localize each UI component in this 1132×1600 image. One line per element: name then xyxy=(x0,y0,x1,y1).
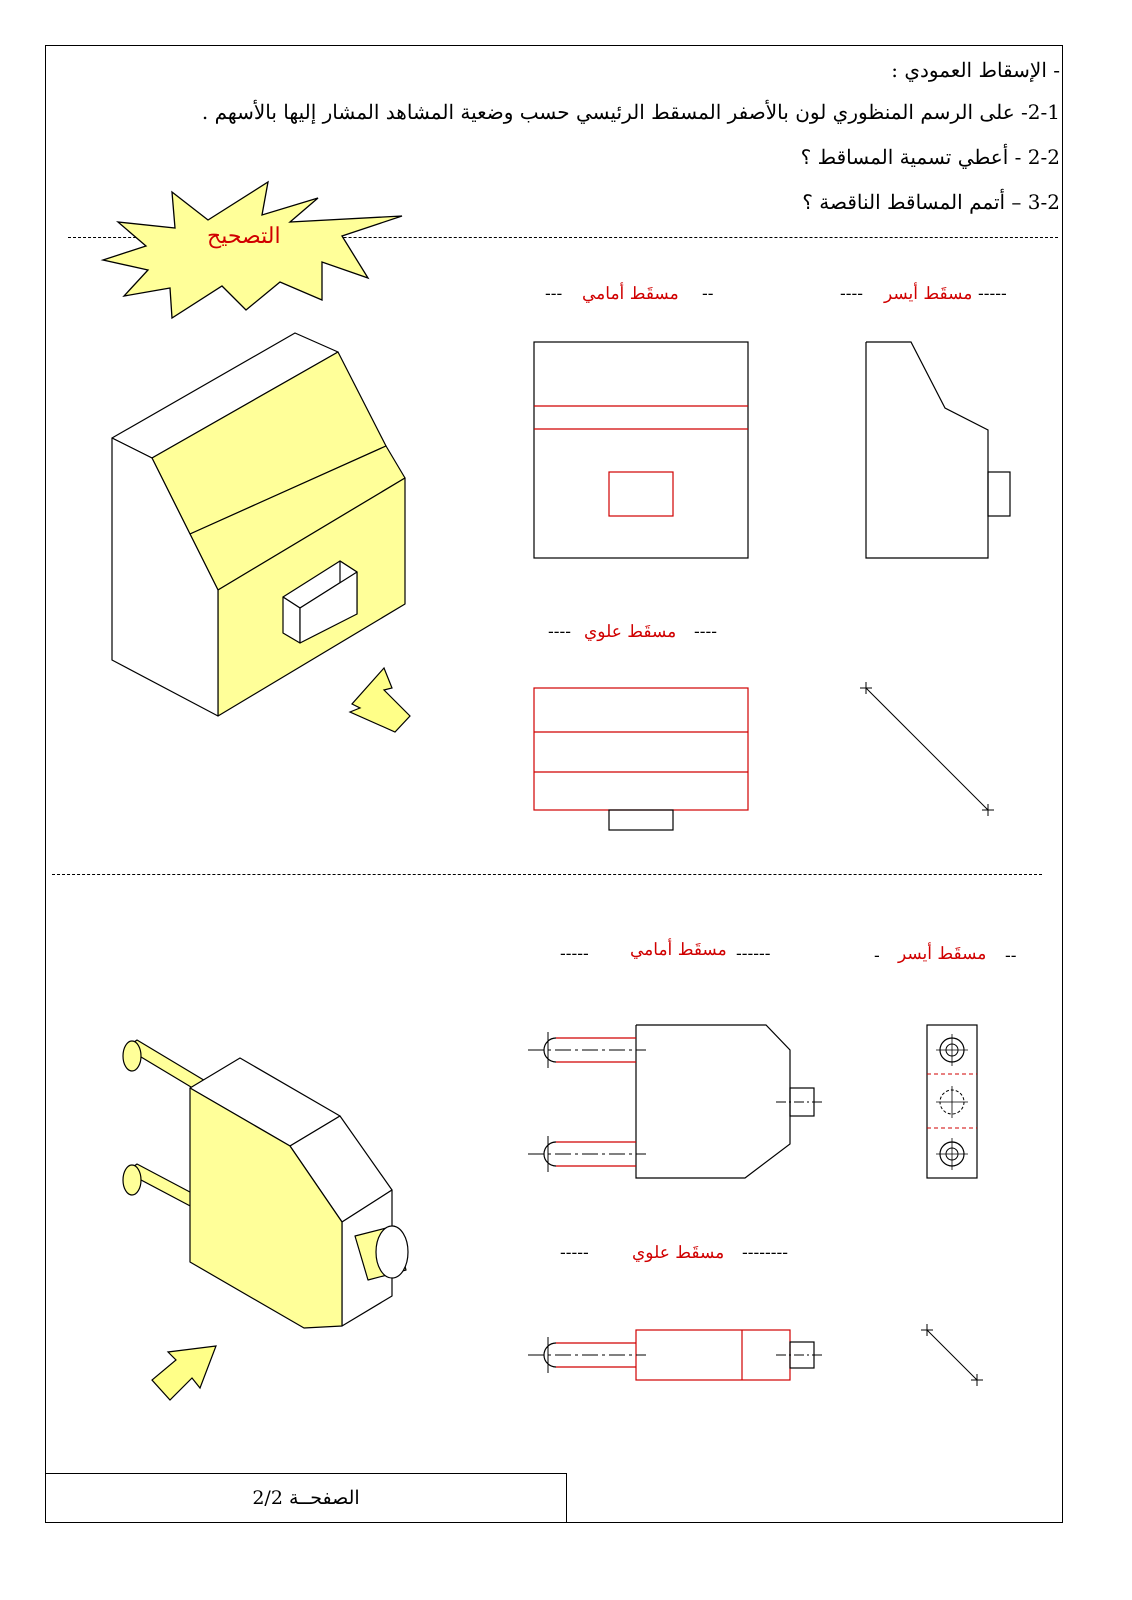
part2-top-dash-left: ----- xyxy=(560,1243,589,1263)
question-2-2: 2-2 - أعطي تسمية المساقط ؟ xyxy=(800,145,1060,169)
part1-front-view-label: مسقَط أمامي xyxy=(582,284,679,304)
part2-front-view xyxy=(528,1025,824,1178)
part1-top-view-label: مسقَط علوي xyxy=(584,622,677,642)
part2-top-view xyxy=(528,1330,824,1380)
part2-front-dash-left: ----- xyxy=(560,944,589,964)
part2-view-arrow xyxy=(152,1346,216,1400)
part1-isometric xyxy=(112,333,405,716)
section-title: - الإسقاط العمودي : xyxy=(891,58,1060,82)
part2-top-view-label: مسقَط علوي xyxy=(632,1243,725,1263)
correction-starburst xyxy=(103,182,402,318)
part1-miter-line xyxy=(860,682,994,816)
part1-top-dash-left: ---- xyxy=(548,622,571,642)
part2-front-view-label: مسقَط أمامي xyxy=(630,940,727,960)
part1-front-dash-right: -- xyxy=(702,284,714,304)
question-2-3: 3-2 – أتمم المساقط الناقصة ؟ xyxy=(802,190,1060,214)
part2-left-view-label: مسقَط أيسر xyxy=(898,944,987,964)
part1-front-view xyxy=(534,342,748,558)
part2-top-dash-right: -------- xyxy=(742,1243,788,1263)
part1-left-dash-left: ---- xyxy=(840,284,863,304)
part1-top-dash-right: ---- xyxy=(694,622,717,642)
correction-label: التصحيح xyxy=(207,224,281,249)
part2-miter-line xyxy=(921,1324,983,1386)
part2-left-dash-right: - xyxy=(874,946,880,966)
part1-left-view-label: مسقَط أيسر xyxy=(884,284,973,304)
question-2-1: 2-1- على الرسم المنظوري لون بالأصفر المسقط الرئيسي حسب وضعية المشاهد المشار إليها بالأسهم . xyxy=(201,100,1060,124)
part1-left-dash-right: ----- xyxy=(978,284,1007,304)
page-number: الصفحــة 2/2 xyxy=(252,1487,360,1509)
part2-front-dash-right: ------ xyxy=(736,944,771,964)
page-number-box xyxy=(45,1473,567,1523)
part1-front-dash-left: --- xyxy=(545,284,563,304)
part2-isometric xyxy=(123,1040,408,1328)
part2-left-view xyxy=(927,1025,977,1178)
part1-left-view xyxy=(866,342,1010,558)
part2-left-dash-left: -- xyxy=(1005,946,1017,966)
part1-top-view xyxy=(534,688,748,830)
part1-view-arrow xyxy=(350,668,410,732)
